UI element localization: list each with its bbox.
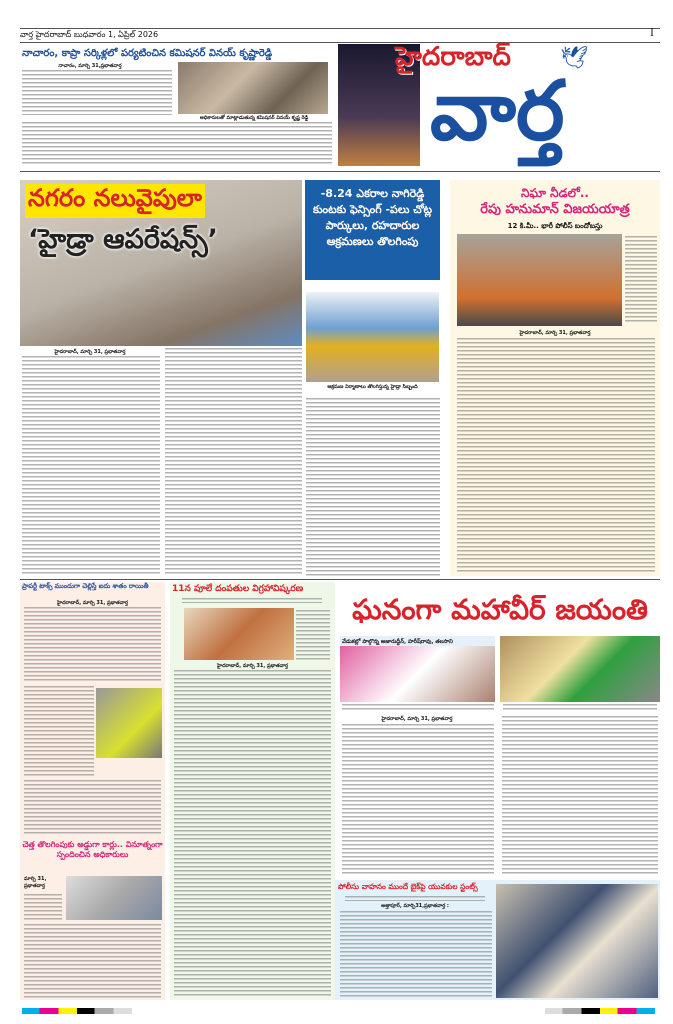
hanuman-headline-1: నిఘా నీడలో.. bbox=[521, 186, 589, 200]
lead-dateline: హైదరాబాద్, మార్చి 31, ప్రభాతవార్త bbox=[54, 349, 126, 355]
stunt-subhead bbox=[345, 896, 485, 901]
statue-dateline: హైదరాబాద్, మార్చి 31, ప్రభాతవార్త bbox=[216, 663, 289, 669]
dove-icon: 🕊 bbox=[560, 46, 588, 71]
color-bar-right bbox=[545, 1008, 655, 1014]
mahavir-photo-1 bbox=[340, 646, 495, 702]
lead-body-col1 bbox=[22, 356, 160, 576]
header-rule bbox=[20, 42, 660, 43]
demolition-photo bbox=[306, 292, 439, 382]
stunt-dateline: అత్తాపూర్, మార్చి31,ప్రభాతవార్త : bbox=[381, 903, 449, 909]
page-marker: I bbox=[650, 28, 654, 39]
stunt-body bbox=[340, 911, 492, 997]
top-story-dateline: నాచారం, మార్చి 31,ప్రభాతవార్త bbox=[58, 63, 122, 69]
car-body bbox=[24, 894, 62, 920]
mahavir-photo-2 bbox=[500, 636, 660, 702]
hanuman-headline-2: రేపు హనుమాన్ విజయయాత్ర bbox=[480, 202, 630, 217]
mahavir-dateline: హైదరాబాద్, మార్చి 31, ప్రభాతవార్త bbox=[381, 716, 453, 722]
statue-photo bbox=[184, 608, 294, 660]
lead-headline-line1: నగరం నలువైపులా bbox=[25, 184, 205, 218]
hanuman-body bbox=[457, 338, 655, 572]
mahavir-body-col2 bbox=[502, 716, 658, 876]
masthead-name: వార్త bbox=[430, 64, 565, 159]
top-story-photo bbox=[178, 62, 328, 114]
top-story-body bbox=[22, 70, 172, 115]
stunt-headline: పోలీసు వాహనం ముందే బైక్‌పై యువకుల స్టంట్స్ bbox=[338, 882, 478, 891]
lead-body-col3 bbox=[306, 398, 440, 576]
hanuman-dateline: హైదరాబాద్, మార్చి 31, ప్రభాతవార్త bbox=[519, 330, 591, 336]
lead-body-col2 bbox=[165, 348, 302, 576]
tax-headline: ప్రాపర్టీ టాక్స్ ముందుగా చెల్లిస్తే ఐదు శాతం రాయితీ bbox=[22, 582, 149, 590]
hanuman-subhead: 12 కి.మీ.. భారీ పోలీస్ బందోబస్తు bbox=[507, 222, 603, 230]
dateline: వార్త హైదరాబాద్ బుధవారం 1, ఏప్రిల్ 2026 bbox=[20, 30, 159, 39]
color-bar-left bbox=[22, 1008, 132, 1014]
top-story-body-2 bbox=[22, 122, 332, 166]
car-headline: చెత్త తొలగింపుకు అడ్డుగా కార్లు.. వినూత్నంగా స్పందించిన అధికారులు bbox=[22, 840, 163, 859]
top-story-headline: నాచారం, కాప్రా సర్కిళ్లలో పర్యటించిన కమిషనర్ వినయ్ కృష్ణారెడ్డి bbox=[22, 48, 273, 59]
tax-body bbox=[24, 607, 161, 682]
lead-headline-line2: ‘హైడ్రా ఆపరేషన్స్’ bbox=[28, 224, 218, 255]
statue-photo-caption bbox=[296, 610, 330, 660]
hanuman-photo-caption bbox=[625, 236, 657, 324]
lead-subhead-box: -8.24 ఎకరాల నాగిరెడ్డి కుంటకు ఫెన్సింగ్ -పలు చోట్ల పార్కులు, రహదారుల ఆక్రమణలు తొలగింపు bbox=[305, 180, 440, 280]
mahavir-headline: ఘనంగా మహావీర్ జయంతి bbox=[352, 593, 648, 626]
tax-body-2 bbox=[24, 686, 94, 776]
mahavir-body-col1 bbox=[342, 724, 494, 876]
car-body-2 bbox=[24, 924, 161, 998]
tax-body-3 bbox=[24, 780, 161, 836]
mid-rule bbox=[20, 579, 660, 580]
car-dateline: మార్చి 31, ప్రభాతవార్త bbox=[24, 876, 47, 889]
masthead-city: హైదరాబాద్ bbox=[395, 42, 511, 72]
car-photo bbox=[66, 876, 162, 920]
top-story-caption: అధికారులతో మాట్లాడుతున్న కమిషనర్ వినయ్ కృష్ణ రెడ్డి bbox=[199, 115, 309, 121]
mahavir-caption-1 bbox=[342, 704, 494, 712]
tax-dateline: హైదరాబాద్, మార్చి 31, ప్రభాతవార్త bbox=[56, 600, 129, 606]
mahavir-photo-banner: వేడుకల్లో పాల్గొన్న అజారుద్దీన్, హరీష్‌రావు, తలసాని bbox=[340, 636, 495, 648]
statue-headline: 11న పూలే దంపతుల విగ్రహావిష్కరణ bbox=[172, 584, 304, 594]
hanuman-photo bbox=[457, 234, 622, 326]
mahavir-caption-2 bbox=[503, 704, 657, 712]
tax-photo bbox=[96, 688, 162, 758]
statue-body bbox=[174, 670, 331, 996]
stunt-photo bbox=[496, 884, 658, 998]
masthead-rule bbox=[20, 171, 660, 172]
top-rule bbox=[20, 28, 660, 29]
statue-subhead bbox=[182, 598, 322, 603]
lead-caption: ఆక్రమణ నిర్మాణాలు తొలగిస్తున్న హైడ్రా సిబ్బంది bbox=[327, 384, 418, 390]
